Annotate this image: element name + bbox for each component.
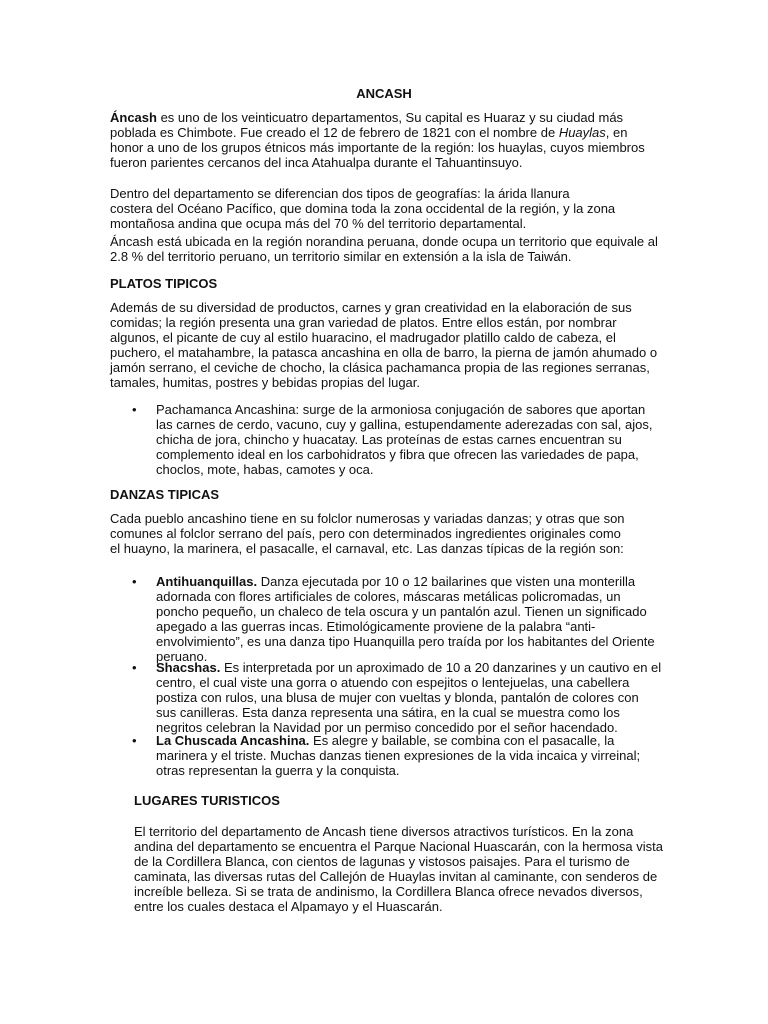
intro-line-1-text: es uno de los veinticuatro departamentos, Su capital es Huaraz y su ciudad más [156, 110, 624, 125]
pachamanca-line: las carnes de cerdo, vacuno, cuy y gallina, estupendamente aderezadas con sal, ajos, [156, 417, 653, 432]
lugares-line: entre los cuales destaca el Alpamayo y el Huascarán. [134, 899, 443, 914]
danza-item-name: Shacshas. [156, 660, 221, 675]
platos-heading: PLATOS TIPICOS [110, 276, 218, 291]
intro-lead: Áncash [110, 110, 157, 125]
geo-line: Dentro del departamento se diferencian dos tipos de geografías: la árida llanura [110, 186, 570, 201]
danzas-line: comunes al folclor serrano del país, pero con determinados ingredientes originales como [110, 526, 621, 541]
danza-item-line: otras representan la guerra y la conquista. [156, 763, 400, 778]
intro-italic-huaylas: Huaylas [558, 125, 606, 140]
intro-line-3: honor a uno de los grupos étnicos más importante de la región: los huaylas, cuyos miembros [110, 140, 645, 155]
danza-item-antihuanquillas [156, 574, 655, 664]
danza-item-line: marinera y el triste. Muchas danzas tienen expresiones de la vida incaica y virreinal; [156, 748, 641, 763]
platos-line: jamón serrano, el ceviche de chocho, la clásica pachamanca propia de las regiones serranas, [110, 360, 650, 375]
location-line: 2.8 % del territorio peruano, un territorio similar en extensión a la isla de Taiwán. [110, 249, 572, 264]
location-paragraph [110, 234, 658, 264]
pachamanca-line: chicha de jora, chincho y huacatay. Las proteínas de estas carnes encuentran su [156, 432, 622, 447]
location-line: Áncash está ubicada en la región norandina peruana, donde ocupa un territorio que equivale al [110, 234, 658, 249]
intro-line-2-post: , en [605, 125, 628, 140]
intro-line-2-pre: poblada es Chimbote. Fue creado el 12 de febrero de 1821 con el nombre de [110, 125, 559, 140]
intro-line-2 [110, 125, 645, 140]
lugares-line: caminata, las diversas rutas del Callejón de Huaylas invitan al caminante, con senderos de [134, 869, 658, 884]
geo-line: costera del Océano Pacífico, que domina toda la zona occidental de la región, y la zona [110, 201, 616, 216]
pachamanca-item [156, 402, 652, 477]
platos-line: Además de su diversidad de productos, carnes y gran creatividad en la elaboración de sus [110, 300, 632, 315]
danzas-line: el huayno, la marinera, el pasacalle, el carnaval, etc. Las danzas típicas de la región son: [110, 541, 624, 556]
pachamanca-line: Pachamanca Ancashina: surge de la armoniosa conjugación de sabores que aportan [156, 402, 646, 417]
lugares-line: El territorio del departamento de Ancash tiene diversos atractivos turísticos. En la zona [134, 824, 634, 839]
danza-item-first-line [156, 660, 661, 675]
pachamanca-line: complemento ideal en los carbohidratos y fibra que ofrecen las variedades de papa, [156, 447, 639, 462]
intro-paragraph [110, 110, 645, 170]
bullet-glyph: • [132, 574, 137, 589]
lugares-heading: LUGARES TURISTICOS [134, 793, 280, 808]
platos-line: puchero, el matahambre, la patasca ancashina en olla de barro, la pierna de jamón ahumado o [110, 345, 658, 360]
platos-line: tamales, humitas, postres y bebidas propias del lugar. [110, 375, 421, 390]
bullet-glyph: • [132, 733, 137, 748]
danza-item-name: La Chuscada Ancashina. [156, 733, 310, 748]
danza-item-line: adornada con flores artificiales de colores, máscaras metálicas policromadas, un [156, 589, 621, 604]
danza-item-first-text: Danza ejecutada por 10 o 12 bailarines que visten una monterilla [257, 574, 636, 589]
danza-item-line: postiza con rulos, una blusa de mujer con vueltas y blonda, pantalón de colores con [156, 690, 639, 705]
lugares-line: increíble belleza. Si se trata de andinismo, la Cordillera Blanca ofrece nevados diversos, [134, 884, 643, 899]
danza-item-shacshas [156, 660, 661, 735]
platos-line: comidas; la región presenta una gran variedad de platos. Entre ellos están, por nombrar [110, 315, 617, 330]
geo-paragraph [110, 186, 615, 231]
intro-line-1 [110, 110, 645, 125]
pachamanca-line: choclos, mote, habas, camotes y oca. [156, 462, 374, 477]
bullet-glyph: • [132, 402, 137, 417]
danza-item-line: apegado a las guerras incas. Etimológicamente proviene de la palabra “anti- [156, 619, 596, 634]
danza-item-line: peruano. [156, 649, 208, 664]
danza-item-line: envolvimiento”, es una danza tipo Huanquilla pero traída por los habitantes del Oriente [156, 634, 655, 649]
danza-item-first-line [156, 733, 640, 748]
platos-paragraph [110, 300, 657, 390]
danzas-paragraph [110, 511, 625, 556]
bullet-glyph: • [132, 660, 137, 675]
danza-item-line: sus canilleras. Esta danza representa una sátira, en la cual se muestra como los [156, 705, 620, 720]
intro-line-4: fueron parientes cercanos del inca Atahualpa durante el Tahuantinsuyo. [110, 155, 523, 170]
danza-item-line: negritos celebran la Navidad por un permiso concedido por el señor hacendado. [156, 720, 618, 735]
platos-line: algunos, el picante de cuy al estilo huaracino, el madrugador platillo caldo de cabeza, el [110, 330, 616, 345]
geo-line: montañosa andina que ocupa más del 70 % del territorio departamental. [110, 216, 527, 231]
danza-item-line: centro, el cual viste una gorra o atuendo con espejitos o lentejuelas, una cabellera [156, 675, 630, 690]
lugares-paragraph [134, 824, 663, 914]
danzas-line: Cada pueblo ancashino tiene en su folclor numerosas y variadas danzas; y otras que son [110, 511, 625, 526]
danza-item-first-text: Es alegre y bailable, se combina con el pasacalle, la [309, 733, 615, 748]
document-title: ANCASH [356, 86, 412, 101]
danzas-heading: DANZAS TIPICAS [110, 487, 220, 502]
danza-item-name: Antihuanquillas. [156, 574, 258, 589]
danza-item-line: poncho pequeño, un chaleco de tela oscura y un pantalón azul. Tienen un significado [156, 604, 647, 619]
danza-item-first-text: Es interpretada por un aproximado de 10 a 20 danzarines y un cautivo en el [220, 660, 662, 675]
lugares-line: de la Cordillera Blanca, con cientos de lagunas y vistosos paisajes. Para el turismo de [134, 854, 630, 869]
danza-item-first-line [156, 574, 655, 589]
danza-item-chuscada [156, 733, 640, 778]
lugares-line: andina del departamento se encuentra el Parque Nacional Huascarán, con la hermosa vista [134, 839, 663, 854]
